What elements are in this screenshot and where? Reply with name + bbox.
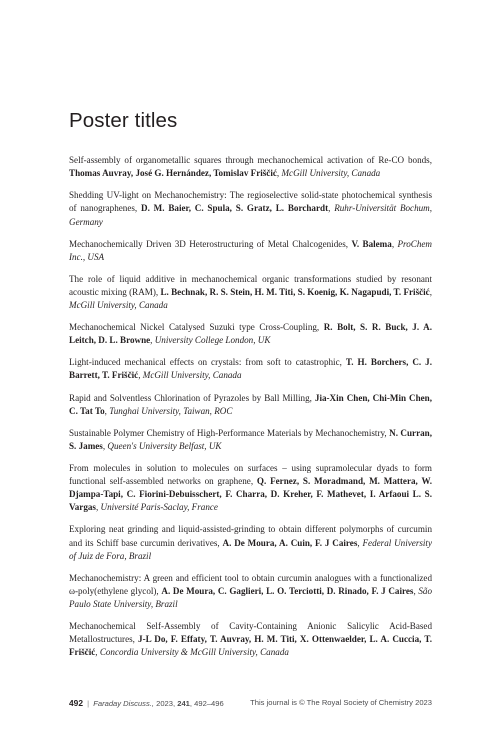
poster-entry: Mechanochemically Driven 3D Heterostructuring of Metal Chalcogenides, V. Balema, ProChem Inc., USA	[69, 238, 432, 262]
poster-affiliation: São Paulo State University, Brazil	[69, 585, 433, 610]
journal-year: 2023,	[154, 699, 178, 708]
poster-entry: Mechanochemical Self-Assembly of Cavity-Containing Anionic Salicylic Acid-Based Metallostructures, J-L Do, F. Effaty, T. Auvray, H. M. Titi, X. Ottenwaelder, L. A. Cuccia, T. Friščić, Concordia University & McGill University, Canada	[69, 621, 432, 658]
poster-entry: Mechanochemical Nickel Catalysed Suzuki type Cross-Coupling, R. Bolt, S. R. Buck, J. A. Leitch, D. L. Browne, University College London, UK	[69, 322, 432, 346]
poster-affiliation: Queen's University Belfast, UK	[107, 440, 222, 451]
poster-entry: Mechanochemistry: A green and efficient tool to obtain curcumin analogues with a functionalized ω-poly(ethylene glycol), A. De Moura, C. Gaglieri, L. O. Terciotti, D. Rinado, F. J Caires, São Paulo State University, Brazil	[69, 572, 433, 610]
poster-authors: A. De Moura, C. Gaglieri, L. O. Terciotti, D. Rinado, F. J Caires	[161, 585, 414, 596]
poster-affiliation: University College London, UK	[154, 335, 271, 346]
poster-title: Exploring neat grinding and liquid-assisted-grinding to obtain different polymorphs of curcumin and its Schiff base curcumin derivatives,	[69, 524, 432, 548]
poster-title: Sustainable Polymer Chemistry of High-Performance Materials by Mechanochemistry,	[69, 427, 390, 438]
poster-title: Self-assembly of organometallic squares through mechanochemical activation of Re-CO bonds,	[69, 155, 432, 165]
page-heading: Poster titles	[69, 109, 178, 132]
footer-separator: |	[87, 699, 90, 708]
poster-entry: Rapid and Solventless Chlorination of Pyrazoles by Ball Milling, Jia-Xin Chen, Chi-Min Chen, C. Tat To, Tunghai University, Taiwan, ROC	[69, 392, 433, 416]
journal-volume: 241	[177, 699, 190, 708]
poster-title: Mechanochemically Driven 3D Heterostructuring of Metal Chalcogenides,	[69, 238, 352, 249]
page-footer	[69, 698, 432, 712]
poster-title: Shedding UV-light on Mechanochemistry: The regioselective solid-state photochemical synthesis of nanographenes,	[69, 190, 432, 214]
poster-authors: D. M. Baier, C. Spula, S. Gratz, L. Borchardt	[141, 203, 329, 214]
poster-authors: V. Balema	[351, 238, 392, 249]
poster-affiliation: Federal University of Juiz de Fora, Brazil	[69, 537, 432, 561]
poster-entry: The role of liquid additive in mechanochemical organic transformations studied by resonant acoustic mixing (RAM), L. Bechnak, R. S. Stein, H. M. Titi, S. Koenig, K. Nagapudi, T. Friščić, McGill University, Canada	[69, 273, 432, 311]
poster-authors: Thomas Auvray, José G. Hernández, Tomislav Friščić	[69, 168, 277, 179]
poster-entry: Sustainable Polymer Chemistry of High-Performance Materials by Mechanochemistry, N. Curran, S. James, Queen's University Belfast, UK	[69, 427, 432, 451]
poster-affiliation: Concordia University & McGill University, Canada	[99, 647, 289, 658]
poster-entry: From molecules in solution to molecules on surfaces – using supramolecular dyads to form functional self-assembled networks on graphene, Q. Fernez, S. Moradmand, M. Mattera, W. Djampa-Tapi, C. Fiorini-Debuisschert, F. Charra, D. Kreher, F. Mathevet, I. Arfaoui L. S. Vargas, Université Paris-Saclay, France	[69, 462, 432, 513]
poster-list	[69, 154, 432, 669]
poster-title: The role of liquid additive in mechanochemical organic transformations studied by resonant acoustic mixing (RAM),	[69, 273, 432, 297]
poster-authors: Q. Fernez, S. Moradmand, M. Mattera, W. Djampa-Tapi, C. Fiorini-Debuisschert, F. Charra, D. Kreher, F. Mathevet, I. Arfaoui L. S. Vargas	[69, 476, 432, 513]
poster-title: Mechanochemical Nickel Catalysed Suzuki type Cross-Coupling,	[69, 322, 324, 333]
poster-entry: Exploring neat grinding and liquid-assisted-grinding to obtain different polymorphs of curcumin and its Schiff base curcumin derivatives, A. De Moura, A. Cuin, F. J Caires, Federal University of Juiz de Fora, Brazil	[69, 524, 432, 561]
poster-affiliation: ProChem Inc., USA	[69, 238, 432, 262]
poster-authors: T. H. Borchers, C. J. Barrett, T. Friščić	[69, 357, 432, 381]
page-number: 492	[69, 698, 83, 708]
copyright-notice: This journal is © The Royal Society of Chemistry 2023	[250, 698, 432, 707]
poster-affiliation: McGill University, Canada	[281, 168, 381, 179]
poster-authors: A. De Moura, A. Cuin, F. J Caires	[222, 537, 358, 548]
poster-title: Rapid and Solventless Chlorination of Pyrazoles by Ball Milling,	[69, 392, 315, 403]
poster-entry: Self-assembly of organometallic squares through mechanochemical activation of Re-CO bonds, Thomas Auvray, José G. Hernández, Tomislav Friščić, McGill University, Canada	[69, 155, 432, 179]
poster-affiliation: Tunghai University, Taiwan, ROC	[109, 405, 233, 416]
poster-affiliation: Ruhr-Universität Bochum, Germany	[69, 203, 433, 227]
poster-entry: Light-induced mechanical effects on crystals: from soft to catastrophic, T. H. Borchers, C. J. Barrett, T. Friščić, McGill University, Canada	[69, 357, 432, 381]
poster-title: Light-induced mechanical effects on crystals: from soft to catastrophic,	[69, 357, 346, 368]
journal-pages: , 492–496	[189, 699, 224, 708]
poster-authors: R. Bolt, S. R. Buck, J. A. Leitch, D. L. Browne	[69, 322, 432, 346]
poster-affiliation: McGill University, Canada	[69, 300, 168, 311]
poster-affiliation: Université Paris-Saclay, France	[100, 502, 218, 513]
poster-affiliation: McGill University, Canada	[142, 370, 242, 381]
poster-title: Mechanochemistry: A green and efficient tool to obtain curcumin analogues with a functionalized ω-poly(ethylene glycol),	[69, 572, 432, 596]
poster-title: From molecules in solution to molecules on surfaces – using supramolecular dyads to form functional self-assembled networks on graphene,	[69, 462, 432, 487]
poster-authors: L. Bechnak, R. S. Stein, H. M. Titi, S. Koenig, K. Nagapudi, T. Friščić	[160, 286, 430, 297]
journal-citation: Faraday Discuss.,	[93, 699, 154, 708]
poster-authors: N. Curran, S. James	[69, 427, 432, 451]
poster-authors: Jia-Xin Chen, Chi-Min Chen, C. Tat To	[69, 392, 433, 416]
poster-entry: Shedding UV-light on Mechanochemistry: The regioselective solid-state photochemical synthesis of nanographenes, D. M. Baier, C. Spula, S. Gratz, L. Borchardt, Ruhr-Universität Bochum, Germany	[69, 190, 433, 227]
poster-title: Mechanochemical Self-Assembly of Cavity-Containing Anionic Salicylic Acid-Based Metallostructures,	[69, 621, 432, 645]
poster-authors: J-L Do, F. Effaty, T. Auvray, H. M. Titi, X. Ottenwaelder, L. A. Cuccia, T. Friščić	[69, 634, 432, 658]
